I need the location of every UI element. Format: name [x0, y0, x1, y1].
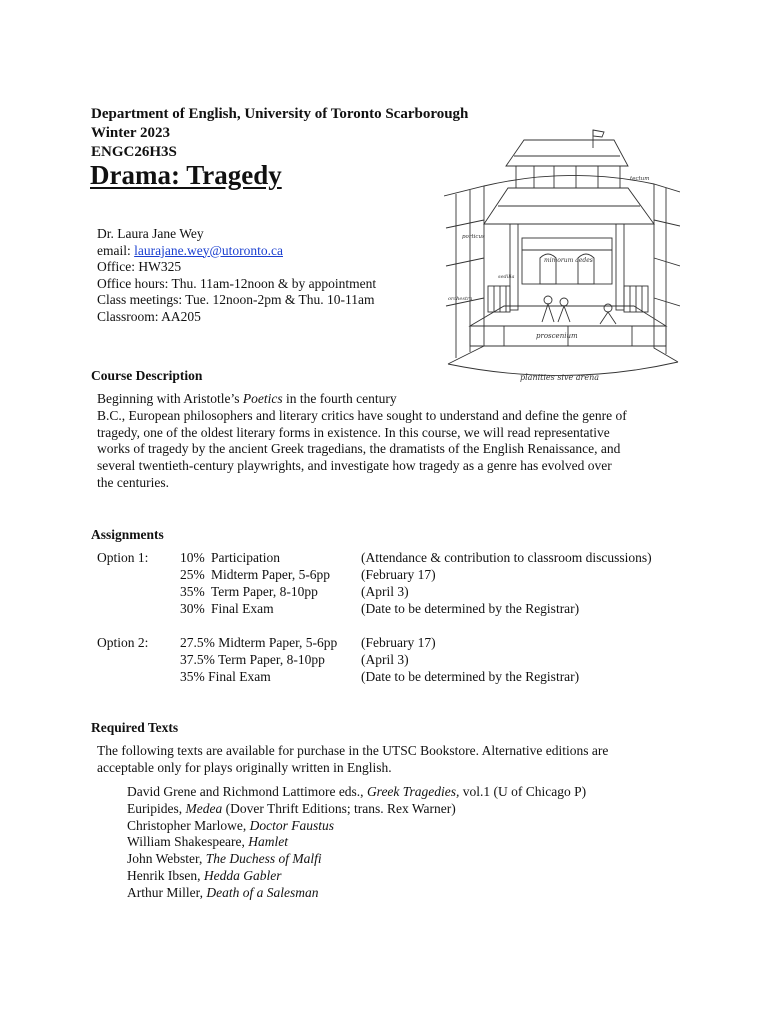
description-line: B.C., European philosophers and literary critics have sought to understand and define the genre of [97, 407, 627, 423]
course-code: ENGC26H3S [91, 144, 177, 160]
illustration-label-sedilia: sedilia [498, 274, 515, 280]
list-item: Henrik Ibsen, Hedda Gabler [127, 867, 282, 883]
office-hours: Office hours: Thu. 11am-12noon & by appointment [97, 275, 377, 291]
option1-item: Term Paper, 8-10pp [211, 584, 318, 599]
list-item: Arthur Miller, Death of a Salesman [127, 884, 319, 900]
instructor-name: Dr. Laura Jane Wey [97, 226, 204, 241]
list-item: Christopher Marlowe, Doctor Faustus [127, 817, 334, 833]
option1-item: Midterm Paper, 5-6pp [211, 567, 331, 582]
option1-note: (April 3) [361, 584, 409, 599]
list-item: John Webster, The Duchess of Malfi [127, 851, 322, 867]
office: Office: HW325 [97, 259, 182, 275]
description-line: Beginning with Aristotle’s Poetics in the fourth century [97, 391, 397, 406]
list-item: Euripides, Medea (Dover Thrift Editions; trans. Rex Warner) [127, 800, 456, 816]
option2-item: 35% Final Exam [180, 669, 271, 684]
course-title: Drama: Tragedy [90, 160, 282, 190]
option2-item: 37.5% Term Paper, 8-10pp [180, 652, 325, 667]
illustration-label-porticus: porticus [462, 234, 485, 240]
intro-line: acceptable only for plays originally written in English. [97, 759, 392, 775]
list-item: William Shakespeare, Hamlet [127, 834, 289, 850]
instructor-info [97, 226, 376, 326]
description-line: several twentieth-century playwrights, and investigate how tragedy as a genre has evolved over [97, 458, 612, 474]
option1-pct: 30% [180, 601, 205, 616]
poetics-title: Poetics [242, 391, 283, 406]
illustration-label-tectum: tectum [630, 176, 650, 182]
assignments-heading: Assignments [91, 527, 164, 542]
email-label: email: [97, 242, 135, 258]
email-link[interactable]: laurajane.wey@utoronto.ca [134, 242, 283, 258]
required-texts-list [127, 784, 586, 902]
theatre-sketch-illustration [444, 126, 680, 392]
option1-label: Option 1: [97, 550, 149, 565]
required-texts-heading: Required Texts [91, 720, 179, 735]
option2-note: (April 3) [361, 652, 409, 667]
illustration-label-mimorum-aedes: mimorum aedes [544, 257, 593, 264]
option1-item: Participation [211, 550, 280, 565]
option1-note: (Attendance & contribution to classroom discussions) [361, 550, 652, 565]
option2-note: (February 17) [361, 635, 436, 650]
option2-note: (Date to be determined by the Registrar) [361, 669, 580, 684]
class-meetings: Class meetings: Tue. 12noon-2pm & Thu. 10-11am [97, 292, 375, 308]
course-description-heading: Course Description [91, 368, 203, 383]
term-line: Winter 2023 [91, 125, 171, 141]
required-texts-intro [97, 743, 687, 777]
list-item: David Grene and Richmond Lattimore eds., Greek Tragedies, vol.1 (U of Chicago P) [127, 784, 587, 799]
illustration-label-orchestra: orchestra [448, 296, 473, 302]
option2-item: 27.5% Midterm Paper, 5-6pp [180, 635, 338, 650]
course-description [97, 391, 687, 492]
option2-label: Option 2: [97, 635, 149, 650]
option1-pct: 35% [180, 584, 205, 599]
instructor-email-line [97, 243, 376, 260]
option1-pct: 25% [180, 567, 205, 582]
department-line: Department of English, University of Toronto Scarborough [91, 106, 469, 122]
illustration-label-planities: planities sive arena [520, 373, 600, 382]
option1-item: Final Exam [211, 601, 274, 616]
description-line: tragedy, one of the oldest literary forms in existence. In this course, we will read representative [97, 424, 610, 440]
option1-note: (Date to be determined by the Registrar) [361, 601, 580, 616]
illustration-label-proscenium: proscenium [536, 332, 578, 340]
option1-note: (February 17) [361, 567, 436, 582]
description-line: the centuries. [97, 474, 169, 490]
intro-line: The following texts are available for purchase in the UTSC Bookstore. Alternative editions are [97, 743, 609, 758]
option1-pct: 10% [180, 550, 205, 565]
description-line: works of tragedy by the ancient Greek tragedians, the dramatists of the English Renaissance, and [97, 441, 621, 457]
classroom: Classroom: AA205 [97, 308, 201, 324]
